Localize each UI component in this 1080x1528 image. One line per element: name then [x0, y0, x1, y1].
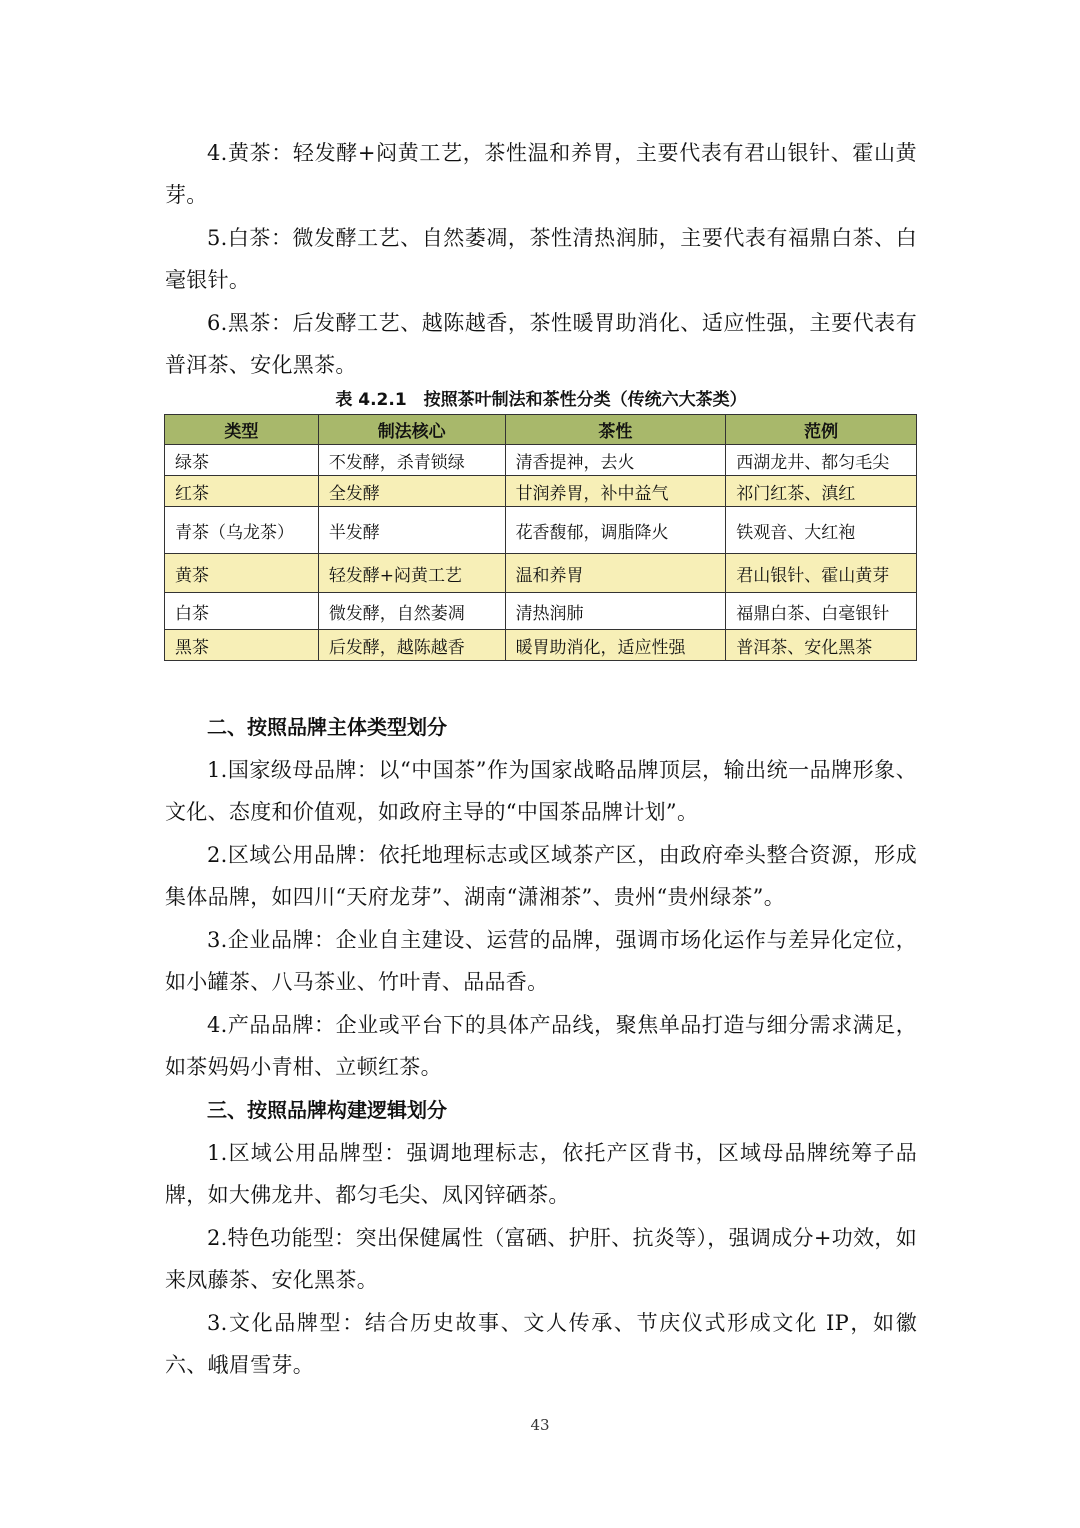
table-row	[165, 445, 917, 476]
table-cell: 红茶	[165, 476, 319, 507]
header-type: 类型	[165, 415, 319, 445]
table-cell: 白茶	[165, 593, 319, 630]
paragraph-product-brand: 4.产品品牌：企业或平台下的具体产品线，聚焦单品打造与细分需求满足，如茶妈妈小青柑、立顿红茶。	[165, 1013, 917, 1079]
table-cell: 君山银针、霍山黄芽	[726, 554, 917, 593]
table-cell: 微发酵，自然萎凋	[318, 593, 505, 630]
section-heading-brand-logic: 三、按照品牌构建逻辑划分	[207, 1098, 447, 1122]
table-cell: 普洱茶、安化黑茶	[726, 630, 917, 661]
table-header-row	[165, 415, 917, 445]
table-cell: 铁观音、大红袍	[726, 507, 917, 554]
header-nature: 茶性	[505, 415, 726, 445]
paragraph-enterprise-brand: 3.企业品牌：企业自主建设、运营的品牌，强调市场化运作与差异化定位，如小罐茶、八马茶业、竹叶青、品品香。	[165, 928, 917, 994]
table-cell: 甘润养胃，补中益气	[505, 476, 726, 507]
table-cell: 轻发酵+闷黄工艺	[318, 554, 505, 593]
table-cell: 半发酵	[318, 507, 505, 554]
paragraph-dark-tea: 6.黑茶：后发酵工艺、越陈越香，茶性暖胃助消化、适应性强，主要代表有普洱茶、安化黑茶。	[165, 311, 917, 377]
table-cell: 祁门红茶、滇红	[726, 476, 917, 507]
header-process: 制法核心	[318, 415, 505, 445]
paragraph-yellow-tea: 4.黄茶：轻发酵+闷黄工艺，茶性温和养胃，主要代表有君山银针、霍山黄芽。	[165, 141, 917, 207]
table-row	[165, 593, 917, 630]
table-cell: 西湖龙井、都匀毛尖	[726, 445, 917, 476]
table-cell: 暖胃助消化，适应性强	[505, 630, 726, 661]
table-cell: 不发酵，杀青锁绿	[318, 445, 505, 476]
paragraph-national-brand: 1.国家级母品牌：以“中国茶”作为国家战略品牌顶层，输出统一品牌形象、文化、态度和价值观，如政府主导的“中国茶品牌计划”。	[165, 758, 917, 824]
header-example: 范例	[726, 415, 917, 445]
section-heading-brand-subject: 二、按照品牌主体类型划分	[207, 715, 447, 739]
table-cell: 清香提神，去火	[505, 445, 726, 476]
table-row	[165, 476, 917, 507]
table-cell: 福鼎白茶、白毫银针	[726, 593, 917, 630]
page-number: 43	[530, 1416, 550, 1434]
paragraph-functional-type: 2.特色功能型：突出保健属性（富硒、护肝、抗炎等），强调成分+功效，如来凤藤茶、安化黑茶。	[165, 1226, 917, 1292]
paragraph-white-tea: 5.白茶：微发酵工艺、自然萎凋，茶性清热润肺，主要代表有福鼎白茶、白毫银针。	[165, 226, 917, 292]
paragraph-regional-type: 1.区域公用品牌型：强调地理标志，依托产区背书，区域母品牌统筹子品牌，如大佛龙井、都匀毛尖、凤冈锌硒茶。	[165, 1141, 917, 1207]
table-caption: 表 4.2.1 按照茶叶制法和茶性分类（传统六大茶类）	[335, 390, 747, 410]
table-cell: 花香馥郁，调脂降火	[505, 507, 726, 554]
table-cell: 清热润肺	[505, 593, 726, 630]
paragraph-cultural-type: 3.文化品牌型：结合历史故事、文人传承、节庆仪式形成文化 IP，如徽六、峨眉雪芽。	[165, 1311, 917, 1377]
paragraph-regional-brand: 2.区域公用品牌：依托地理标志或区域茶产区，由政府牵头整合资源，形成集体品牌，如四川“天府龙芽”、湖南“潇湘茶”、贵州“贵州绿茶”。	[165, 843, 917, 909]
table-row	[165, 507, 917, 554]
table-row	[165, 554, 917, 593]
tea-classification-table	[164, 414, 917, 661]
table-cell: 绿茶	[165, 445, 319, 476]
table-row	[165, 630, 917, 661]
table-cell: 全发酵	[318, 476, 505, 507]
table-cell: 青茶（乌龙茶）	[165, 507, 319, 554]
table-cell: 黄茶	[165, 554, 319, 593]
table-cell: 后发酵，越陈越香	[318, 630, 505, 661]
table-cell: 温和养胃	[505, 554, 726, 593]
table-cell: 黑茶	[165, 630, 319, 661]
